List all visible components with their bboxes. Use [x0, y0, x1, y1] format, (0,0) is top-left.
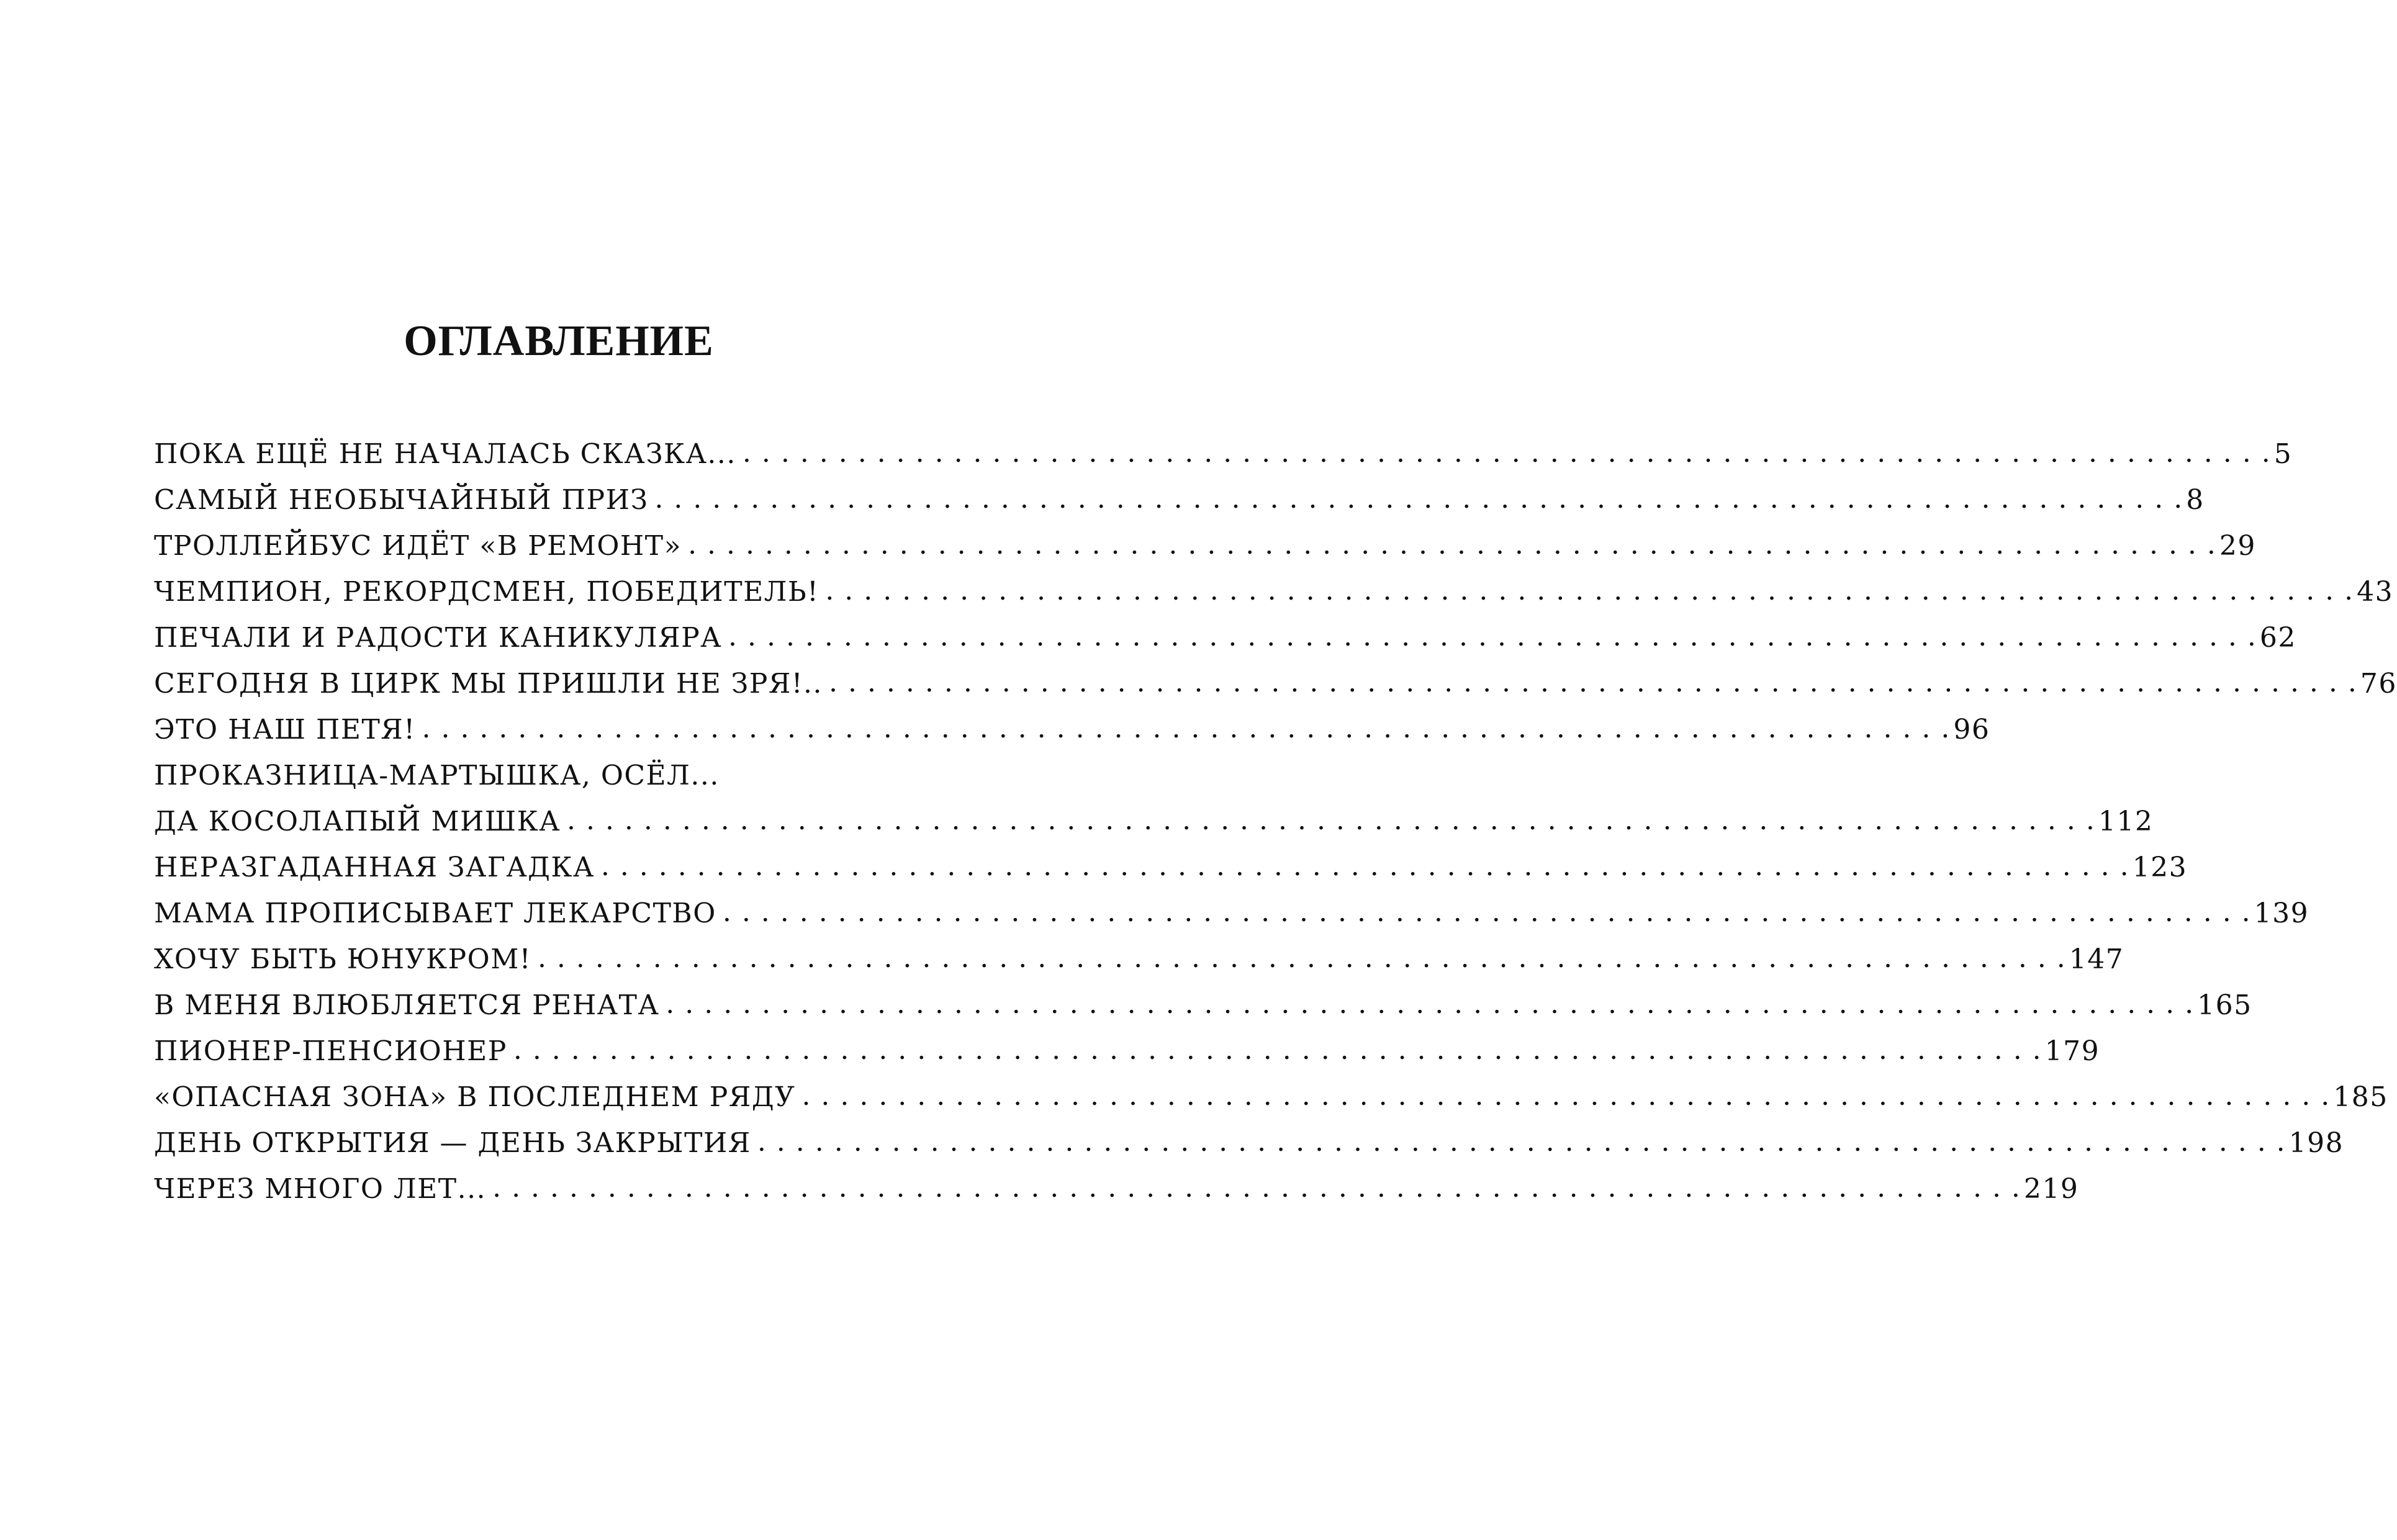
table-of-contents [154, 431, 2397, 1212]
toc-entry [154, 569, 2394, 615]
toc-entry-title: СЕГОДНЯ В ЦИРК МЫ ПРИШЛИ НЕ ЗРЯ!.. [154, 668, 823, 700]
toc-entry [154, 707, 1990, 753]
dot-leader [538, 935, 2065, 981]
toc-entry-line2 [154, 799, 2153, 845]
dot-leader [567, 798, 2095, 844]
toc-entry [154, 431, 2293, 477]
dot-leader [825, 568, 2353, 614]
toc-entry-title-line1: ПРОКАЗНИЦА-МАРТЫШКА, ОСЁЛ... [154, 760, 720, 791]
toc-entry-page: 198 [2288, 1127, 2344, 1159]
toc-entry-page: 165 [2197, 989, 2252, 1021]
toc-entry-page: 5 [2273, 438, 2293, 470]
toc-entry [154, 891, 2309, 937]
toc-entry-title: В МЕНЯ ВЛЮБЛЯЕТСЯ РЕНАТА [154, 989, 660, 1021]
toc-entry-title: «ОПАСНАЯ ЗОНА» В ПОСЛЕДНЕМ РЯДУ [154, 1081, 796, 1113]
dot-leader [688, 522, 2216, 568]
dot-leader [801, 1073, 2329, 1119]
toc-entry-multiline [154, 753, 2154, 845]
toc-entry [154, 477, 2205, 523]
toc-entry [154, 983, 2252, 1029]
toc-entry-page: 96 [1953, 714, 1990, 745]
dot-leader [757, 1119, 2285, 1165]
toc-entry-page: 139 [2254, 898, 2309, 929]
dot-leader [723, 889, 2250, 935]
toc-entry-title: МАМА ПРОПИСЫВАЕТ ЛЕКАРСТВО [154, 898, 716, 929]
dot-leader [492, 1165, 2020, 1211]
toc-entry-title-line2: ДА КОСОЛАПЫЙ МИШКА [154, 806, 561, 837]
toc-entry-page: 179 [2044, 1035, 2100, 1067]
dot-leader [422, 706, 1950, 752]
toc-entry-title: ПЕЧАЛИ И РАДОСТИ КАНИКУЛЯРА [154, 622, 723, 654]
toc-entry-title: ХОЧУ БЫТЬ ЮНУКРОМ! [154, 943, 531, 975]
dot-leader [654, 476, 2182, 522]
dot-leader [743, 430, 2270, 476]
toc-entry [154, 937, 2124, 983]
dot-leader [829, 660, 2357, 706]
toc-entry [154, 1029, 2100, 1074]
dot-leader [728, 614, 2256, 660]
toc-entry-page: 123 [2132, 852, 2188, 883]
toc-entry-lines [154, 753, 2153, 845]
toc-entry [154, 615, 2296, 661]
toc-entry-title: САМЫЙ НЕОБЫЧАЙНЫЙ ПРИЗ [154, 484, 649, 516]
toc-entry [154, 1120, 2344, 1166]
toc-entry [154, 1074, 2388, 1120]
toc-entry-page: 8 [2186, 484, 2205, 516]
toc-entry [154, 523, 2256, 569]
toc-entry-title: ПОКА ЕЩЁ НЕ НАЧАЛАСЬ СКАЗКА... [154, 438, 736, 470]
toc-entry-title: ТРОЛЛЕЙБУС ИДЁТ «В РЕМОНТ» [154, 530, 682, 562]
toc-entry-title: ПИОНЕР-ПЕНСИОНЕР [154, 1035, 507, 1067]
toc-entry-page: 29 [2219, 530, 2256, 562]
toc-entry-page: 219 [2023, 1173, 2079, 1205]
toc-entry [154, 661, 2397, 707]
toc-entry [154, 845, 2188, 891]
dot-leader [666, 981, 2193, 1027]
toc-entry-title: НЕРАЗГАДАННАЯ ЗАГАДКА [154, 852, 595, 883]
toc-entry-title: ЧЕРЕЗ МНОГО ЛЕТ... [154, 1173, 487, 1205]
toc-entry-page: 147 [2069, 943, 2124, 975]
toc-entry-title: ДЕНЬ ОТКРЫТИЯ — ДЕНЬ ЗАКРЫТИЯ [154, 1127, 751, 1159]
dot-leader [601, 844, 2129, 889]
toc-entry-page: 76 [2360, 668, 2397, 700]
toc-entry [154, 1166, 2079, 1212]
toc-entry-title: ЧЕМПИОН, РЕКОРДСМЕН, ПОБЕДИТЕЛЬ! [154, 576, 819, 608]
dot-leader [513, 1027, 2041, 1073]
page-title: ОГЛАВЛЕНИЕ [404, 317, 714, 365]
toc-entry-page: 185 [2333, 1081, 2388, 1113]
toc-entry-page: 62 [2259, 622, 2296, 654]
toc-entry-page: 112 [2098, 806, 2154, 837]
toc-entry-title: ЭТО НАШ ПЕТЯ! [154, 714, 416, 745]
toc-entry-page: 43 [2357, 576, 2394, 608]
